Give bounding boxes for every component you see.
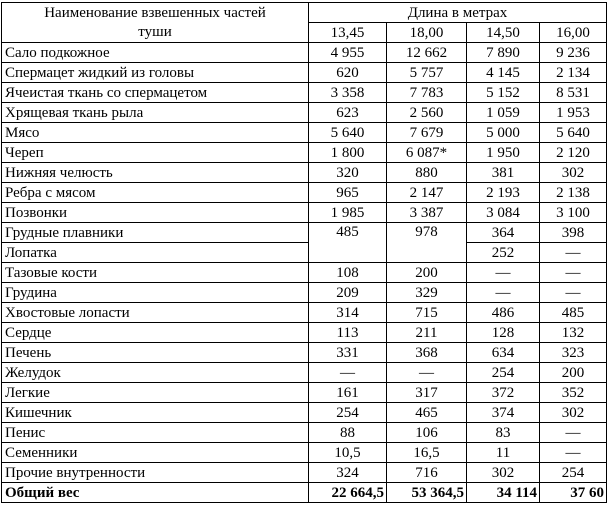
table-row <box>2 403 607 423</box>
row-value: 715 <box>387 303 467 323</box>
row-value: 2 147 <box>387 183 467 203</box>
row-value: 3 358 <box>309 83 387 103</box>
row-value: 314 <box>309 303 387 323</box>
row-value: 83 <box>467 423 540 443</box>
header-part-name <box>2 3 309 43</box>
header-length-group: Длина в метрах <box>309 3 607 23</box>
table-row <box>2 443 607 463</box>
table-row <box>2 123 607 143</box>
row-value: 7 783 <box>387 83 467 103</box>
row-value: 108 <box>309 263 387 283</box>
row-value: 3 084 <box>467 203 540 223</box>
row-value: — <box>387 363 467 383</box>
row-value: 10,5 <box>309 443 387 463</box>
row-name: Позвонки <box>2 203 309 223</box>
row-value: 485 <box>309 223 387 263</box>
header-length-3: 14,50 <box>467 23 540 43</box>
row-value: 634 <box>467 343 540 363</box>
row-value: 3 100 <box>540 203 607 223</box>
row-value: 2 120 <box>540 143 607 163</box>
row-value: 1 059 <box>467 103 540 123</box>
row-name: Хвостовые лопасти <box>2 303 309 323</box>
row-value: 620 <box>309 63 387 83</box>
table-row <box>2 263 607 283</box>
row-value: 11 <box>467 443 540 463</box>
row-value: 211 <box>387 323 467 343</box>
total-value: 34 114 <box>467 483 540 503</box>
row-name: Сердце <box>2 323 309 343</box>
row-value: 200 <box>387 263 467 283</box>
row-value: 12 662 <box>387 43 467 63</box>
row-value: 978 <box>387 223 467 263</box>
total-value: 22 664,5 <box>309 483 387 503</box>
row-name: Грудные плавники <box>2 223 309 243</box>
row-value: 329 <box>387 283 467 303</box>
row-value: 302 <box>540 163 607 183</box>
row-value: 324 <box>309 463 387 483</box>
row-value: 161 <box>309 383 387 403</box>
header-length-2: 18,00 <box>387 23 467 43</box>
row-value: 5 757 <box>387 63 467 83</box>
header-length-1: 13,45 <box>309 23 387 43</box>
row-value: 716 <box>387 463 467 483</box>
row-value: 317 <box>387 383 467 403</box>
row-value: 302 <box>540 403 607 423</box>
total-name: Общий вес <box>2 483 309 503</box>
table-row <box>2 283 607 303</box>
row-value: 106 <box>387 423 467 443</box>
table-row <box>2 103 607 123</box>
table-row <box>2 243 607 263</box>
table-row <box>2 183 607 203</box>
row-value: 88 <box>309 423 387 443</box>
row-value: 364 <box>467 223 540 243</box>
table-row <box>2 323 607 343</box>
row-value: 381 <box>467 163 540 183</box>
row-value: 1 800 <box>309 143 387 163</box>
table-row <box>2 363 607 383</box>
table-row <box>2 223 607 243</box>
table-row <box>2 43 607 63</box>
row-value: — <box>540 263 607 283</box>
header-part-name-label: Наименование взвешенных частей туши <box>44 4 266 40</box>
row-value: — <box>467 263 540 283</box>
total-row <box>2 483 607 503</box>
whale-weights-table <box>1 2 607 503</box>
row-value: 323 <box>540 343 607 363</box>
total-value: 37 60 <box>540 483 607 503</box>
row-value: 398 <box>540 223 607 243</box>
row-value: 254 <box>309 403 387 423</box>
row-value: 113 <box>309 323 387 343</box>
row-value: 965 <box>309 183 387 203</box>
table-row <box>2 143 607 163</box>
row-name: Семенники <box>2 443 309 463</box>
table-row <box>2 163 607 183</box>
row-name: Череп <box>2 143 309 163</box>
row-value: 9 236 <box>540 43 607 63</box>
row-value: 302 <box>467 463 540 483</box>
row-value: 16,5 <box>387 443 467 463</box>
row-value: — <box>309 363 387 383</box>
row-name: Пенис <box>2 423 309 443</box>
row-name: Кишечник <box>2 403 309 423</box>
total-value: 53 364,5 <box>387 483 467 503</box>
row-value: 465 <box>387 403 467 423</box>
table-row <box>2 83 607 103</box>
row-value: 132 <box>540 323 607 343</box>
row-value: — <box>467 283 540 303</box>
row-name: Тазовые кости <box>2 263 309 283</box>
row-value: 485 <box>540 303 607 323</box>
row-value: 209 <box>309 283 387 303</box>
row-name: Сало подкожное <box>2 43 309 63</box>
row-value: 486 <box>467 303 540 323</box>
row-value: 1 985 <box>309 203 387 223</box>
row-value: 7 679 <box>387 123 467 143</box>
row-value: 1 953 <box>540 103 607 123</box>
row-name: Ребра с мясом <box>2 183 309 203</box>
row-value: 254 <box>467 363 540 383</box>
table-row <box>2 63 607 83</box>
row-value: 880 <box>387 163 467 183</box>
row-value: — <box>540 443 607 463</box>
table-row <box>2 423 607 443</box>
header-length-4: 16,00 <box>540 23 607 43</box>
row-value: 7 890 <box>467 43 540 63</box>
row-name: Спермацет жидкий из головы <box>2 63 309 83</box>
table-row <box>2 463 607 483</box>
row-name: Хрящевая ткань рыла <box>2 103 309 123</box>
row-value: 5 152 <box>467 83 540 103</box>
row-value: 2 134 <box>540 63 607 83</box>
row-value: 352 <box>540 383 607 403</box>
row-value: 1 950 <box>467 143 540 163</box>
row-value: — <box>540 283 607 303</box>
row-name: Грудина <box>2 283 309 303</box>
row-value: 5 640 <box>540 123 607 143</box>
row-value: 623 <box>309 103 387 123</box>
row-value: 254 <box>540 463 607 483</box>
table-row <box>2 383 607 403</box>
row-name: Легкие <box>2 383 309 403</box>
row-value: 5 000 <box>467 123 540 143</box>
table-row <box>2 343 607 363</box>
table-row <box>2 303 607 323</box>
row-value: 331 <box>309 343 387 363</box>
row-value: 4 955 <box>309 43 387 63</box>
row-value: 6 087* <box>387 143 467 163</box>
row-name: Нижняя челюсть <box>2 163 309 183</box>
row-value: 2 193 <box>467 183 540 203</box>
row-value: 320 <box>309 163 387 183</box>
row-value: 4 145 <box>467 63 540 83</box>
row-value: 200 <box>540 363 607 383</box>
row-name: Желудок <box>2 363 309 383</box>
row-value: 252 <box>467 243 540 263</box>
row-name: Прочие внутренности <box>2 463 309 483</box>
row-value: — <box>540 243 607 263</box>
row-value: 368 <box>387 343 467 363</box>
row-name: Лопатка <box>2 243 309 263</box>
row-value: 374 <box>467 403 540 423</box>
row-value: 8 531 <box>540 83 607 103</box>
row-name: Печень <box>2 343 309 363</box>
row-name: Мясо <box>2 123 309 143</box>
row-value: 2 138 <box>540 183 607 203</box>
row-name: Ячеистая ткань со спермацетом <box>2 83 309 103</box>
row-value: 128 <box>467 323 540 343</box>
row-value: 372 <box>467 383 540 403</box>
table-row <box>2 203 607 223</box>
row-value: — <box>540 423 607 443</box>
row-value: 3 387 <box>387 203 467 223</box>
row-value: 2 560 <box>387 103 467 123</box>
header-row-1 <box>2 3 607 23</box>
row-value: 5 640 <box>309 123 387 143</box>
